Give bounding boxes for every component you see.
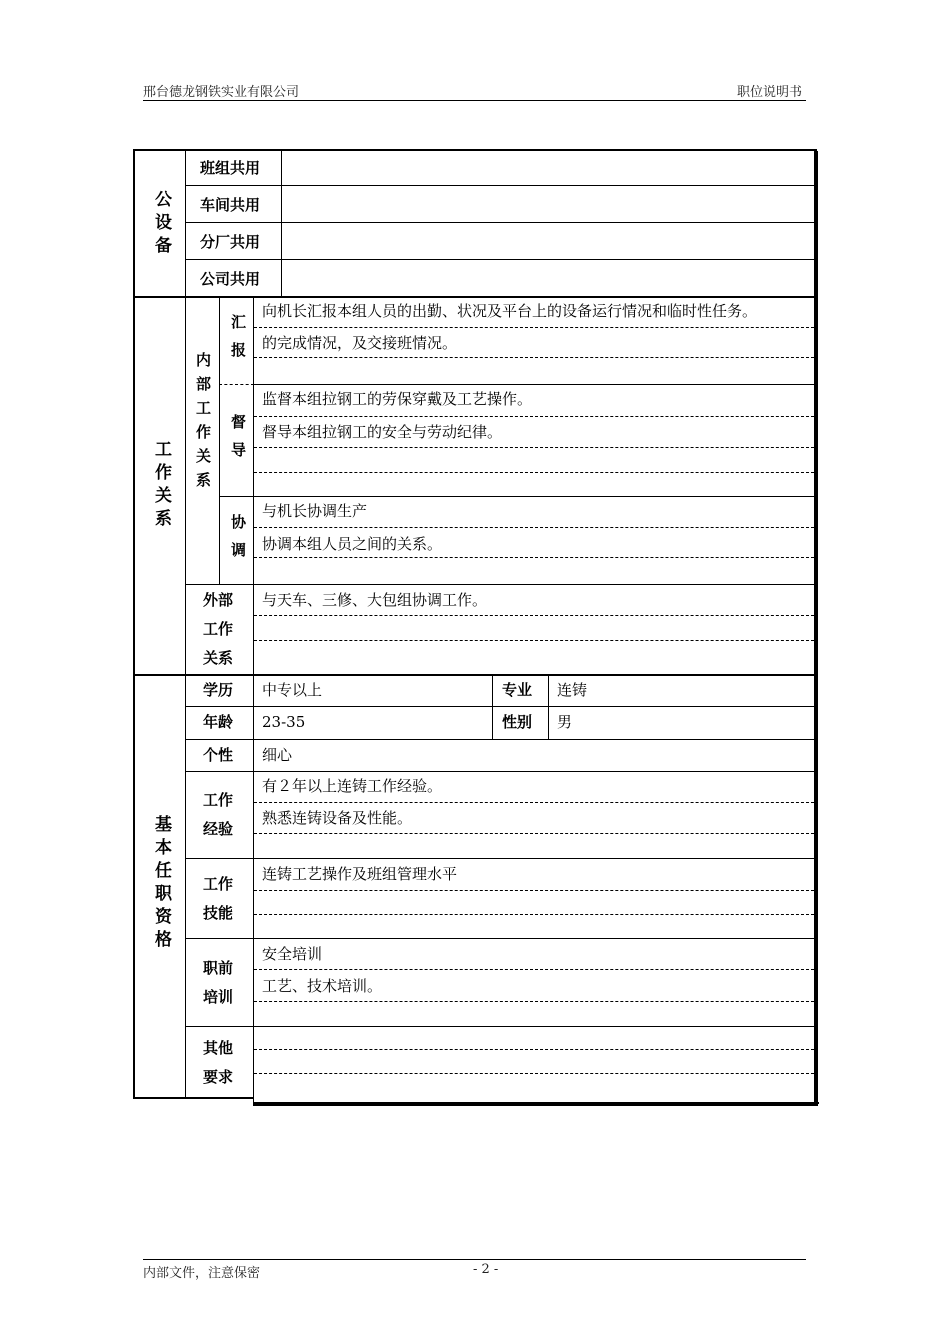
page-number: - 2 - — [473, 1262, 499, 1277]
coordinate-line-1: 与机长协调生产 — [262, 502, 368, 520]
training-label-1: 职前 — [203, 959, 234, 977]
equipment-section-label: 公设备 — [151, 190, 171, 259]
training-line-2: 工艺、技术培训。 — [262, 977, 383, 995]
equip-label-company: 公司共用 — [200, 270, 261, 288]
age-label: 年龄 — [203, 713, 234, 731]
experience-label-2: 经验 — [203, 820, 234, 838]
age-value: 23-35 — [262, 713, 306, 731]
personality-label: 个性 — [203, 746, 234, 764]
training-line-1: 安全培训 — [262, 945, 323, 963]
gender-value: 男 — [557, 713, 573, 731]
experience-label-1: 工作 — [203, 791, 234, 809]
header-company: 邢台德龙钢铁实业有限公司 — [143, 85, 300, 100]
skills-label-1: 工作 — [203, 875, 234, 893]
footer-rule — [143, 1259, 806, 1260]
external-label-1: 外部 — [203, 591, 234, 609]
gender-label: 性别 — [502, 713, 533, 731]
major-label: 专业 — [502, 681, 533, 699]
equip-label-branch: 分厂共用 — [200, 233, 261, 251]
other-label-2: 要求 — [203, 1068, 234, 1086]
training-label-2: 培训 — [203, 988, 234, 1006]
coordinate-line-2: 协调本组人员之间的关系。 — [262, 535, 443, 553]
report-line-2: 的完成情况，及交接班情况。 — [262, 334, 458, 352]
report-label: 汇报 — [229, 314, 247, 370]
supervise-line-1: 监督本组拉钢工的劳保穿戴及工艺操作。 — [262, 390, 533, 408]
equip-label-workshop: 车间共用 — [200, 196, 261, 214]
supervise-line-2: 督导本组拉钢工的安全与劳动纪律。 — [262, 423, 503, 441]
education-value: 中专以上 — [262, 681, 323, 699]
qualifications-section-label: 基本任职资格 — [151, 815, 171, 953]
header-doc-title: 职位说明书 — [737, 85, 803, 100]
relations-section-label: 工作关系 — [151, 440, 171, 532]
experience-line-2: 熟悉连铸设备及性能。 — [262, 809, 413, 827]
report-line-1: 向机长汇报本组人员的出勤、状况及平台上的设备运行情况和临时性任务。 — [262, 302, 758, 320]
equip-label-team: 班组共用 — [200, 159, 261, 177]
external-label-2: 工作 — [203, 620, 234, 638]
external-label-3: 关系 — [203, 649, 234, 667]
education-label: 学历 — [203, 681, 234, 699]
external-line-1: 与天车、三修、大包组协调工作。 — [262, 591, 488, 609]
footer-note: 内部文件，注意保密 — [143, 1266, 261, 1281]
supervise-label: 督导 — [229, 414, 247, 470]
personality-value: 细心 — [262, 746, 293, 764]
internal-relations-label: 内部工作关系 — [194, 352, 212, 496]
major-value: 连铸 — [557, 681, 588, 699]
coordinate-label: 协调 — [229, 514, 247, 570]
other-label-1: 其他 — [203, 1039, 234, 1057]
skills-line-1: 连铸工艺操作及班组管理水平 — [262, 865, 458, 883]
skills-label-2: 技能 — [203, 904, 234, 922]
experience-line-1: 有２年以上连铸工作经验。 — [262, 777, 443, 795]
